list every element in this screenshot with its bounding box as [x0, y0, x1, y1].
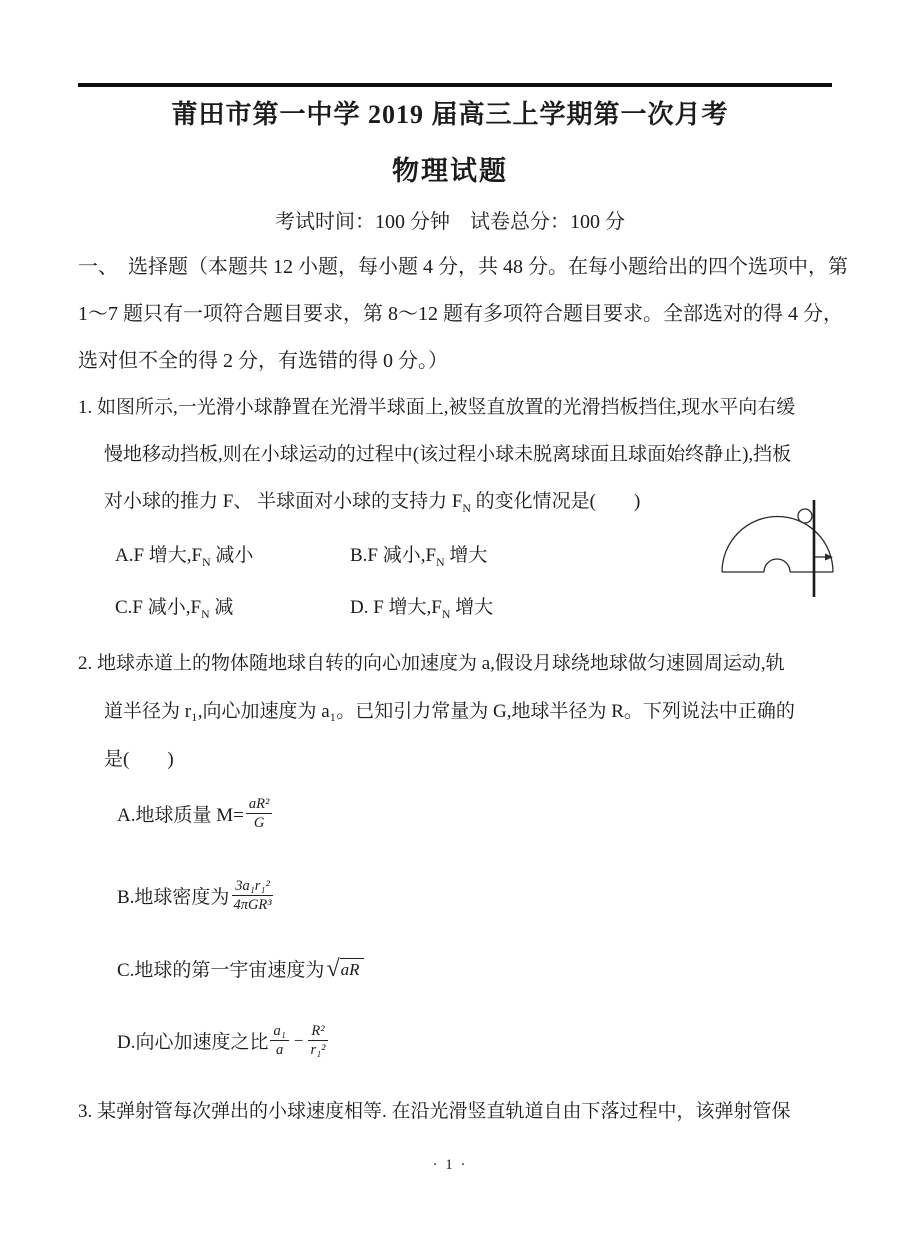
- force-subscript: N: [462, 501, 471, 515]
- q1-option-a-tail: 减小: [210, 545, 254, 566]
- q1-option-d-tail: 增大: [450, 597, 494, 618]
- q2-option-d-label: D.向心加速度之比: [117, 1032, 269, 1054]
- q1-option-b-tail: 增大: [444, 545, 488, 566]
- fraction-numerator: a₁: [270, 1022, 288, 1041]
- fraction-denominator: G: [253, 815, 265, 832]
- question3-line1: 3. 某弹射管每次弹出的小球速度相等. 在沿光滑竖直轨道自由下落过程中，该弹射管保: [78, 1101, 791, 1122]
- fraction-denominator: a: [276, 1042, 284, 1059]
- q1-option-d-sub: N: [441, 607, 451, 621]
- q2-option-d: [117, 1022, 330, 1059]
- q2-option-b-label: B.地球密度为: [117, 887, 230, 909]
- question2-line3: 是( ): [104, 749, 174, 770]
- q1-option-c: [115, 592, 233, 622]
- q2-option-d-fraction1: [270, 1022, 288, 1059]
- q2-option-a-fraction: [246, 795, 272, 832]
- fraction-numerator: aR²: [246, 795, 272, 814]
- q1-option-c-tail: 减: [209, 597, 234, 618]
- dome-arc: [722, 517, 833, 573]
- q2-option-b-fraction: [231, 877, 273, 914]
- question1-line1: 1. 如图所示,一光滑小球静置在光滑半球面上,被竖直放置的光滑挡板挡住,现水平向右缓: [78, 397, 796, 418]
- q1-option-c-sub: N: [201, 607, 210, 621]
- question1-line3-tail: 的变化情况是( ): [470, 491, 641, 512]
- section1-instructions-line1: 一、 选择题（本题共 12 小题，每小题 4 分，共 48 分。在每小题给出的四个选项中，第: [78, 256, 848, 278]
- q1-option-b-sub: N: [436, 555, 445, 569]
- exam-title: 莆田市第一中学 2019 届高三上学期第一次月考: [171, 100, 729, 129]
- top-divider-rule: [78, 83, 832, 87]
- q1-option-c-text: C.F 减小,F: [115, 597, 202, 618]
- fraction-numerator: R²: [308, 1022, 327, 1041]
- question2-line2: 道半径为 r₁,向心加速度为 a₁。已知引力常量为 G,地球半径为 R。下列说法中正确的: [104, 701, 795, 722]
- q1-option-a-sub: N: [202, 555, 211, 569]
- exam-info-line: 考试时间：100 分钟 试卷总分：100 分: [275, 211, 625, 233]
- question2-line1: 2. 地球赤道上的物体随地球自转的向心加速度为 a,假设月球绕地球做匀速圆周运动,轨: [78, 653, 785, 674]
- q2-option-a: [117, 795, 274, 832]
- section1-instructions-line2: 1～7 题只有一项符合题目要求，第 8～12 题有多项符合题目要求。全部选对的得 4 分，: [78, 303, 843, 325]
- exam-subject-title: 物理试题: [392, 156, 508, 186]
- dome-notch-arc: [764, 559, 790, 572]
- q1-option-d-text: D. F 增大,F: [350, 597, 442, 618]
- square-root-content: aR: [340, 958, 364, 980]
- q1-option-b-text: B.F 减小,F: [350, 545, 437, 566]
- q1-figure-dome-board-ball: [712, 492, 844, 604]
- q2-option-a-label: A.地球质量 M=: [117, 805, 244, 827]
- fraction-numerator: 3a₁r₁²: [232, 877, 273, 896]
- fraction-denominator: 4πGR³: [233, 897, 272, 914]
- q2-option-c-label: C.地球的第一宇宙速度为: [117, 960, 325, 981]
- q1-option-a: [115, 540, 253, 570]
- question1-line2: 慢地移动挡板,则在小球运动的过程中(该过程小球未脱离球面且球面始终静止),挡板: [104, 444, 792, 465]
- square-root-sign: √: [326, 955, 340, 982]
- small-ball: [798, 509, 812, 523]
- page-number: · 1 ·: [432, 1157, 468, 1173]
- q2-option-d-fraction2: [308, 1022, 327, 1059]
- fraction-denominator: r₁²: [310, 1042, 326, 1059]
- q1-option-d: [350, 592, 493, 622]
- section1-instructions-line3: 选对但不全的得 2 分，有选错的得 0 分。）: [78, 350, 448, 372]
- q1-option-a-text: A.F 增大,F: [115, 545, 203, 566]
- q1-option-b: [350, 540, 487, 570]
- q2-option-c: [117, 955, 364, 982]
- question1-line3-text: 对小球的推力 F、 半球面对小球的支持力 F: [104, 491, 463, 512]
- minus-operator: −: [293, 1030, 304, 1050]
- q2-option-b: [117, 877, 276, 914]
- question1-line3: [104, 486, 640, 516]
